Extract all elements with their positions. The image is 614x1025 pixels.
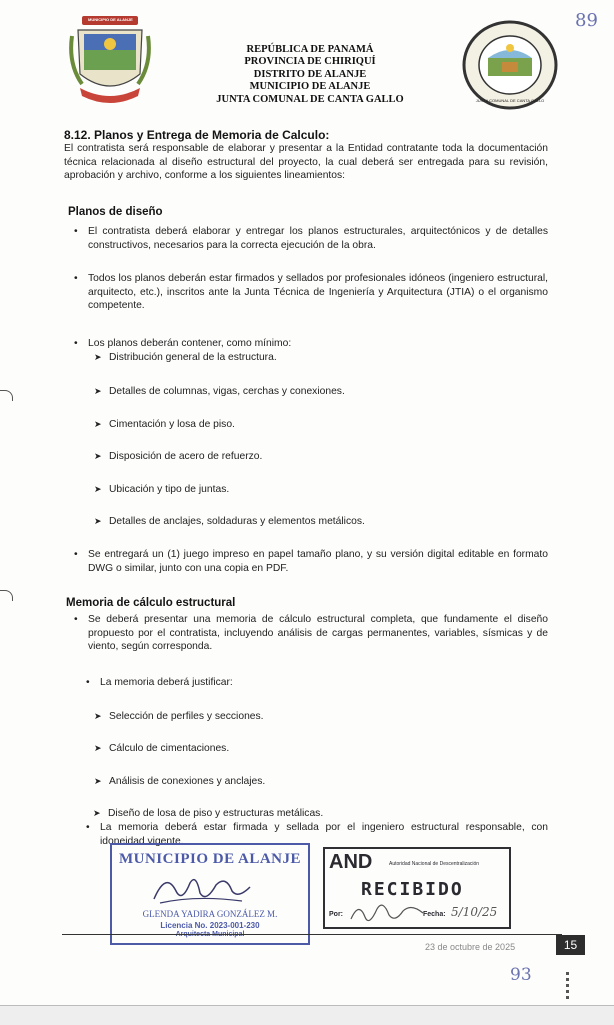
list-item: • Se entregará un (1) juego impreso en papel tamaño plano, y su versión digital editable en formato DWG o similar, junto con una copia en PDF.	[74, 549, 548, 574]
section-intro: El contratista será responsable de elaborar y presentar a la Entidad contratante toda la documentación técnica relacionada al diseño estructural del proyecto, la cual deberá ser entregada para su revisión, aprobación y archivo, conforme a los siguientes lineamientos:	[64, 143, 548, 182]
header-line: REPÚBLICA DE PANAMÁ	[246, 44, 374, 55]
arrow-icon: ➤	[94, 776, 102, 786]
arrow-icon: ➤	[94, 743, 102, 753]
signature-icon	[347, 897, 427, 927]
list-item: • La memoria deberá estar firmada y sellada por el ingeniero estructural responsable, con idoneidad vigente.	[86, 822, 548, 847]
sub-list-item: ➤ Distribución general de la estructura.	[94, 352, 277, 363]
header-line: JUNTA COMUNAL DE CANTA GALLO	[216, 93, 404, 105]
handwritten-number: 93	[510, 965, 532, 985]
sub-list-item: ➤ Selección de perfiles y secciones.	[94, 711, 264, 722]
list-item: • Los planos deberán contener, como mínimo:	[74, 338, 292, 349]
header-line: PROVINCIA DE CHIRIQUÍ	[244, 56, 376, 68]
list-item: • Todos los planos deberán estar firmados y sellados por profesionales idóneos (ingeniero estructural, arquitecto, etc.), inscritos ante la Junta Técnica de Ingeniería y Arquitectura (JTIA) o el organismo competente.	[74, 273, 548, 312]
edge-marks	[566, 972, 569, 1000]
arrow-icon: ➤	[94, 419, 102, 429]
recibido-stamp: AND Autoridad Nacional de Descentralización RECIBIDO Por: Fecha: 5/10/25	[323, 847, 511, 929]
binder-hole-mark	[0, 390, 13, 401]
planos-heading: Planos de diseño	[68, 206, 163, 218]
sub-list-item: ➤ Disposición de acero de refuerzo.	[94, 451, 263, 462]
footer-date: 23 de octubre de 2025	[425, 942, 516, 952]
arrow-icon: ➤	[93, 808, 101, 818]
arrow-icon: ➤	[94, 451, 102, 461]
header-line: MUNICIPIO DE ALANJE	[249, 81, 371, 93]
handwritten-page-number: 89	[575, 10, 598, 31]
signature-icon	[146, 869, 256, 909]
page-number: 15	[556, 935, 585, 955]
scan-bottom-edge	[0, 1005, 614, 1025]
sub-list-item: ➤ Ubicación y tipo de juntas.	[94, 484, 230, 495]
header-line: DISTRITO DE ALANJE	[253, 68, 367, 80]
junta-comunal-seal: JUNTA COMUNAL DE CANTA GALLO	[462, 20, 558, 110]
list-item: • El contratista deberá elaborar y entregar los planos estructurales, arquitectónicos y de detalles constructivos, necesarios para la correcta ejecución de la obra.	[74, 226, 548, 251]
municipio-stamp: MUNICIPIO DE ALANJE GLENDA YADIRA GONZÁLEZ M. Licencia No. 2023-001-230	[110, 843, 310, 945]
municipio-logo: MUNICIPIO DE ALANJE	[68, 14, 152, 106]
sub-list-item: ➤ Diseño de losa de piso y estructuras metálicas.	[93, 808, 324, 819]
arrow-icon: ➤	[94, 484, 102, 494]
sub-list-item: ➤ Detalles de anclajes, soldaduras y elementos metálicos.	[94, 516, 365, 527]
footer-divider	[62, 934, 562, 935]
section-title: 8.12. Planos y Entrega de Memoria de Calculo:	[64, 128, 330, 142]
memoria-heading: Memoria de cálculo estructural	[66, 597, 236, 609]
sub-list-item: ➤ Detalles de columnas, vigas, cerchas y conexiones.	[94, 386, 345, 397]
sub-list-item: ➤ Cálculo de cimentaciones.	[94, 743, 230, 754]
arrow-icon: ➤	[94, 516, 102, 526]
document-header	[170, 44, 450, 106]
sub-list-item: ➤ Análisis de conexiones y anclajes.	[94, 776, 266, 787]
arrow-icon: ➤	[94, 711, 102, 721]
list-item: • La memoria deberá justificar:	[86, 677, 233, 688]
sub-list-item: ➤ Cimentación y losa de piso.	[94, 419, 235, 430]
and-logo: AND	[329, 851, 373, 873]
arrow-icon: ➤	[94, 352, 102, 362]
list-item: • Se deberá presentar una memoria de cálculo estructural completa, que fundamente el diseño propuesto por el contratista, incluyendo análisis de cargas permanentes, variables, sísmicas y de viento, según corresponda.	[74, 614, 548, 653]
arrow-icon: ➤	[94, 386, 102, 396]
binder-hole-mark	[0, 590, 13, 601]
